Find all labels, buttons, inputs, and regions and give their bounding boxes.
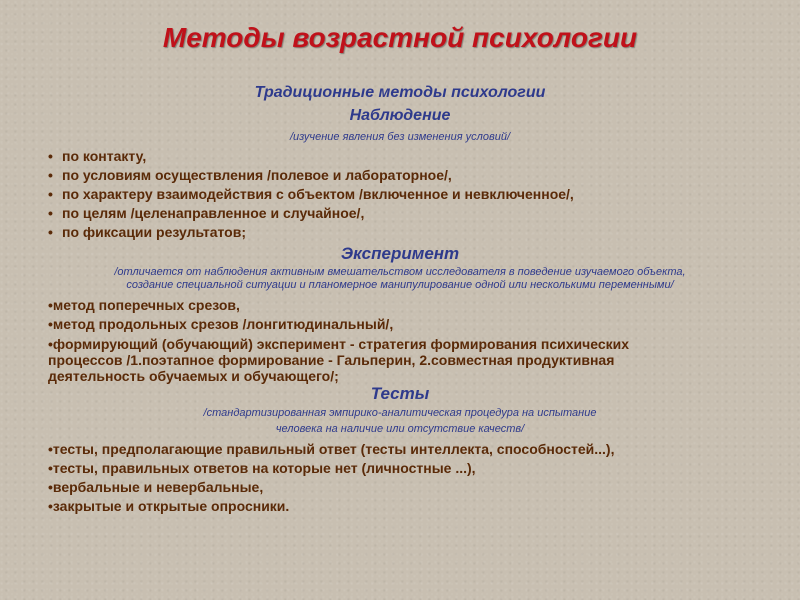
list-item: • по условиям осуществления /полевое и лабораторное/, <box>48 167 452 183</box>
list-item: •метод продольных срезов /лонгитюдинальный/, <box>48 316 394 332</box>
list-item: •вербальные и невербальные, <box>48 479 264 495</box>
experiment-note-line2: создание специальной ситуации и планомерное манипулирование одной или несколькими переменными/ <box>126 279 674 291</box>
list-item: • по контакту, <box>48 148 147 164</box>
observation-list <box>48 147 574 242</box>
experiment-list <box>48 296 698 384</box>
list-item: •закрытые и открытые опросники. <box>48 498 290 514</box>
tests-note-line1: /стандартизированная эмпирико-аналитическая процедура на испытание <box>203 407 597 419</box>
list-item: •тесты, предполагающие правильный ответ (тесты интеллекта, способностей...), <box>48 441 615 457</box>
observation-note: /изучение явления без изменения условий/ <box>290 131 510 143</box>
tests-list <box>48 440 614 516</box>
list-item: • по фиксации результатов; <box>48 224 246 240</box>
observation-heading: Наблюдение <box>349 107 451 124</box>
list-item: •формирующий (обучающий) эксперимент - стратегия формирования психических процессов /1.поэтапное формирование - Гальперин, 2.совместная продуктивная деятельность обучаемых и обучающего/; <box>48 336 630 384</box>
experiment-note-line1: /отличается от наблюдения активным вмешательством исследователя в поведение изучаемого объекта, <box>114 266 686 278</box>
page-title: Методы возрастной психологии <box>162 22 638 53</box>
list-item: • по характеру взаимодействия с объектом /включенное и невключенное/, <box>48 186 574 202</box>
experiment-heading: Эксперимент <box>340 244 460 263</box>
list-item: • по целям /целенаправленное и случайное/, <box>48 205 365 221</box>
tests-note-line2: человека на наличие или отсутствие качеств/ <box>275 423 525 435</box>
list-item: •тесты, правильных ответов на которые нет (личностные ...), <box>48 460 476 476</box>
traditional-methods-heading: Традиционные методы психологии <box>254 84 546 101</box>
list-item: •метод поперечных срезов, <box>48 297 240 313</box>
tests-heading: Тесты <box>370 384 430 403</box>
